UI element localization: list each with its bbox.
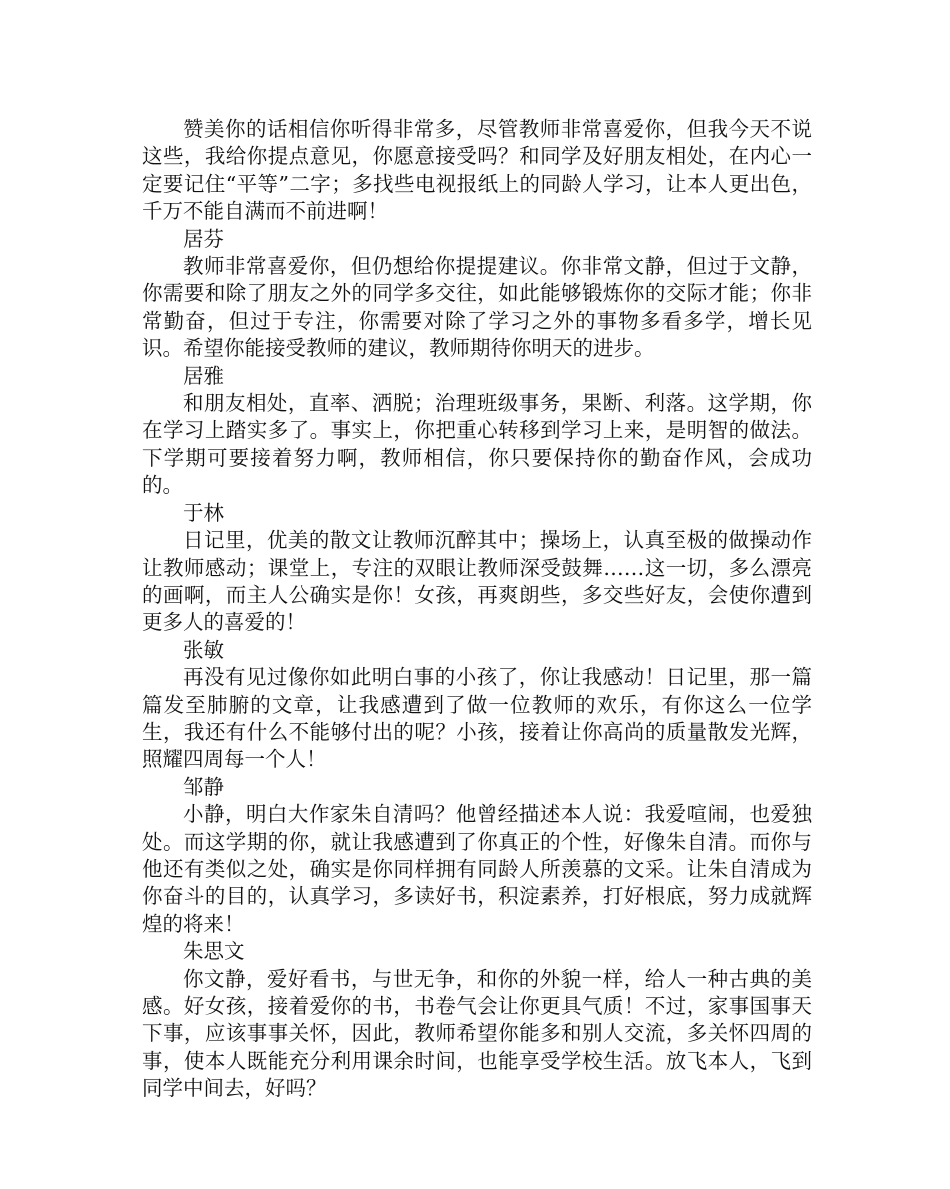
comment-paragraph: 和朋友相处，直率、洒脱；治理班级事务，果断、利落。这学期，你在学习上踏实多了。事实上，你把重心转移到学习上来，是明智的做法。下学期可要接着努力啊，教师相信，你只要保持你的勤奋作风，会成功的。 (142, 391, 812, 498)
document-body (142, 116, 812, 1103)
comment-paragraph: 小静，明白大作家朱自清吗？他曾经描述本人说：我爱喧闹，也爱独处。而这学期的你，就让我感遭到了你真正的个性，好像朱自清。而你与他还有类似之处，确实是你同样拥有同龄人所羡慕的文采。让朱自清成为你奋斗的目的，认真学习，多读好书，积淀素养，打好根底，努力成就辉煌的将来！ (142, 802, 812, 936)
comment-paragraph: 教师非常喜爱你，但仍想给你提提建议。你非常文静，但过于文静，你需要和除了朋友之外的同学多交往，如此能够锻炼你的交际才能；你非常勤奋，但过于专注，你需要对除了学习之外的事物多看多学，增长见识。希望你能接受教师的建议，教师期待你明天的进步。 (142, 254, 812, 361)
student-name: 居芬 (183, 226, 224, 251)
comment-paragraph: 你文静，爱好看书，与世无争，和你的外貌一样，给人一种古典的美感。好女孩，接着爱你的书，书卷气会让你更具气质！不过，家事国事天下事，应该事事关怀，因此，教师希望你能多和别人交流，多关怀四周的事，使本人既能充分利用课余时间，也能享受学校生活。放飞本人，飞到同学中间去，好吗？ (142, 966, 812, 1101)
student-name: 朱思文 (183, 939, 245, 964)
student-name: 张敏 (183, 637, 224, 662)
student-name: 于林 (183, 500, 224, 525)
comment-paragraph: 赞美你的话相信你听得非常多，尽管教师非常喜爱你，但我今天不说这些，我给你提点意见，你愿意接受吗？和同学及好朋友相处，在内心一定要记住“平等”二字；多找些电视报纸上的同龄人学习，让本人更出色，千万不能自满而不前进啊！ (142, 117, 812, 224)
comment-paragraph: 日记里，优美的散文让教师沉醉其中；操场上，认真至极的做操动作让教师感动；课堂上，专注的双眼让教师深受鼓舞……这一切，多么漂亮的画啊，而主人公确实是你！女孩，再爽朗些，多交些好友，会使你遭到更多人的喜爱的！ (142, 528, 812, 635)
comment-paragraph: 再没有见过像你如此明白事的小孩了，你让我感动！日记里，那一篇篇发至肺腑的文章，让我感遭到了做一位教师的欢乐，有你这么一位学生，我还有什么不能够付出的呢？小孩，接着让你高尚的质量散发光辉，照耀四周每一个人！ (142, 665, 812, 772)
student-name: 居雅 (183, 363, 224, 388)
student-name: 邹静 (183, 774, 224, 799)
